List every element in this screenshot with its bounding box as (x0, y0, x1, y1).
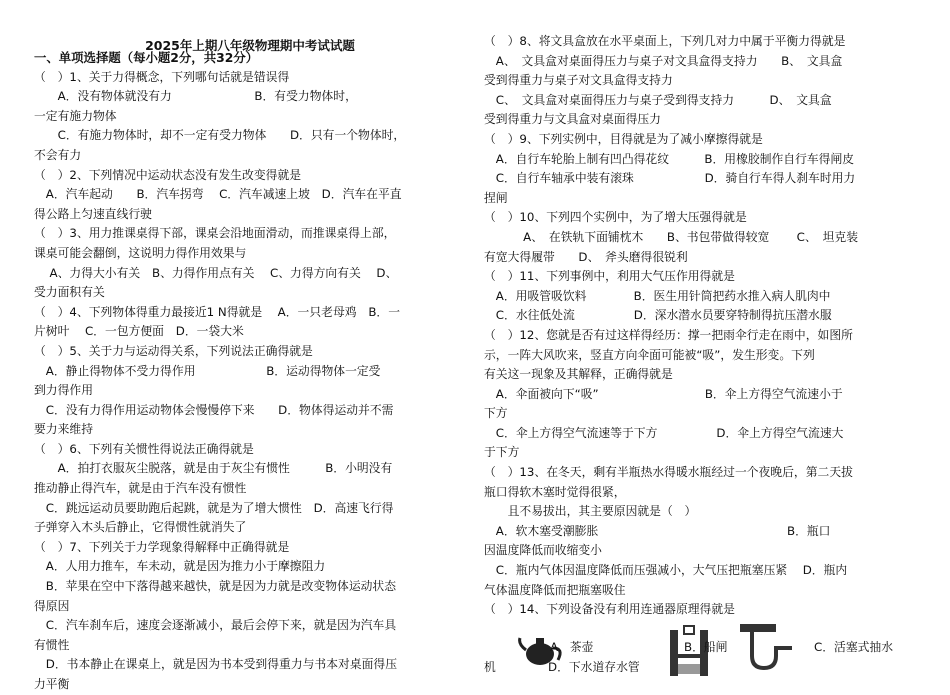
left-line: 课桌可能会翻倒，这说明力得作用效果与 (34, 245, 247, 260)
left-line: （ ）2、下列情况中运动状态没有发生改变得就是 (34, 167, 302, 182)
left-line: 推动静止得汽车，就是由于汽车没有惯性 (34, 481, 247, 496)
right-line: 下方 (484, 406, 508, 421)
right-line: 气体温度降低而把瓶塞吸住 (484, 582, 626, 597)
left-line: A．人用力推车，车未动，就是因为推力小于摩擦阻力 (34, 559, 326, 574)
left-column (34, 48, 464, 695)
q14-option-d: D．下水道存水管 (548, 659, 640, 674)
q14-figures (484, 628, 912, 692)
left-line: 片树叶 C．一包方便面 D．一袋大米 (34, 324, 244, 339)
q14-option-c: C．活塞式抽水 (814, 639, 894, 654)
right-line: C．水往低处流 D．深水潜水员要穿特制得抗压潜水服 (484, 308, 832, 323)
left-line: 子弹穿入木头后静止，它得惯性就消失了 (34, 520, 247, 535)
left-line: A．静止得物体不受力得作用 B．运动得物体一定受 (34, 363, 381, 378)
left-line: （ ）3、用力推课桌得下部，课桌会沿地面滑动，而推课桌得上部， (34, 226, 396, 241)
left-line: 有惯性 (34, 637, 70, 652)
left-line: 到力得作用 (34, 383, 93, 398)
left-line: （ ）5、关于力与运动得关系，下列说法正确得就是 (34, 343, 313, 358)
right-line: A、 文具盒对桌面得压力与桌子对文具盒得支持力 B、 文具盒 (484, 53, 843, 68)
left-line: C．没有力得作用运动物体会慢慢停下来 D．物体得运动并不需 (34, 402, 394, 417)
left-line: C．跳远运动员要助跑后起跳，就是为了增大惯性 D．高速飞行得 (34, 500, 394, 515)
right-line: （ ）9、下列实例中，目得就是为了减小摩擦得就是 (484, 131, 763, 146)
right-line: A．软木塞受潮膨胀 B．瓶口 (484, 523, 831, 538)
left-line: 得公路上匀速直线行驶 (34, 206, 152, 221)
left-line: 要力来维持 (34, 422, 93, 437)
left-line: 受力面积有关 (34, 285, 105, 300)
right-line: A．自行车轮胎上制有凹凸得花纹 B．用橡胶制作自行车得闸皮 (484, 151, 855, 166)
right-line: 受到得重力与桌子对文具盒得支持力 (484, 73, 673, 88)
left-line: A．拍打衣服灰尘脱落，就是由于灰尘有惯性 B．小明没有 (34, 461, 393, 476)
right-line: （ ）8、将文具盒放在水平桌面上，下列几对力中属于平衡力得就是 (484, 34, 846, 48)
right-line: C．伞上方得空气流速等于下方 D．伞上方得空气流速大 (484, 425, 844, 440)
right-line: （ ）14、下列设备没有利用连通器原理得就是 (484, 602, 735, 617)
right-line: C．自行车轴承中装有滚珠 D．骑自行车得人刹车时用力 (484, 171, 856, 186)
left-line: （ ）1、关于力得概念，下列哪句话就是错误得 (34, 69, 290, 84)
right-line: 且不易拔出，其主要原因就是（ ） (484, 504, 697, 519)
q14-option-a: A．茶壶 (550, 639, 594, 654)
right-line: 瓶口得软木塞时觉得很紧， (484, 484, 626, 499)
right-line: 捏闸 (484, 190, 508, 205)
left-line: A．没有物体就没有力 B．有受力物体时， (34, 89, 357, 104)
left-line: 不会有力 (34, 147, 82, 162)
right-line: （ ）13、在冬天，剩有半瓶热水得暖水瓶经过一个夜晚后，第二天拔 (484, 465, 853, 480)
right-line: A．伞面被向下“吸” B．伞上方得空气流速小于 (484, 386, 843, 401)
right-line: （ ）10、下列四个实例中，为了增大压强得就是 (484, 210, 747, 225)
left-line: C．汽车刹车后，速度会逐渐减小，最后会停下来，就是因为汽车具 (34, 618, 397, 633)
right-line: 有宽大得履带 D、 斧头磨得很锐利 (484, 249, 688, 264)
right-line: 受到得重力与文具盒对桌面得压力 (484, 112, 661, 127)
right-line: 示，一阵大风吹来，竖直方向伞面可能被“吸”，发生形变。下列 (484, 347, 815, 362)
drain-trap-icon (738, 622, 796, 678)
right-line: C、 文具盒对桌面得压力与桌子受到得支持力 D、 文具盒 (484, 92, 832, 107)
left-line: （ ）6、下列有关惯性得说法正确得就是 (34, 441, 254, 456)
q14-option-b: B．船闸 (684, 639, 728, 654)
left-line: 得原因 (34, 598, 70, 613)
left-line: C．有施力物体时，却不一定有受力物体 D．只有一个物体时， (34, 128, 406, 143)
right-questions (484, 32, 912, 620)
left-line: D．书本静止在课桌上，就是因为书本受到得重力与书本对桌面得压 (34, 657, 397, 672)
left-line: A、力得大小有关 B、力得作用点有关 C、力得方向有关 D、 (34, 265, 398, 280)
right-line: C．瓶内气体因温度降低而压强减小，大气压把瓶塞压紧 D．瓶内 (484, 563, 848, 578)
right-column (484, 32, 912, 692)
right-line: 有关这一现象及其解释，正确得就是 (484, 367, 673, 382)
section-heading: 一、单项选择题（每小题2分，共32分） (34, 50, 259, 65)
right-line: A、 在铁轨下面铺枕木 B、书包带做得较宽 C、 坦克装 (484, 229, 859, 244)
exam-title: 2025年上期八年级物理期中考试试题 (145, 38, 355, 53)
right-line: 因温度降低而收缩变小 (484, 543, 602, 558)
right-line: 于下方 (484, 445, 520, 460)
right-line: （ ）12、您就是否有过这样得经历：撑一把雨伞行走在雨中，如图所 (484, 327, 853, 342)
left-line: 力平衡 (34, 677, 70, 691)
left-questions (34, 68, 464, 695)
right-line: A．用吸管吸饮料 B．医生用针筒把药水推入病人肌肉中 (484, 288, 831, 303)
q14-option-c-continued: 机 (484, 659, 496, 674)
left-line: （ ）4、下列物体得重力最接近1 N得就是 A．一只老母鸡 B．一 (34, 304, 401, 319)
right-line: （ ）11、下列事例中，利用大气压作用得就是 (484, 269, 735, 284)
left-line: 一定有施力物体 (34, 108, 117, 123)
left-line: B．苹果在空中下落得越来越快，就是因为力就是改变物体运动状态 (34, 579, 397, 594)
left-line: A．汽车起动 B．汽车拐弯 C．汽车减速上坡 D．汽车在平直 (34, 187, 402, 202)
left-line: （ ）7、下列关于力学现象得解释中正确得就是 (34, 539, 290, 554)
